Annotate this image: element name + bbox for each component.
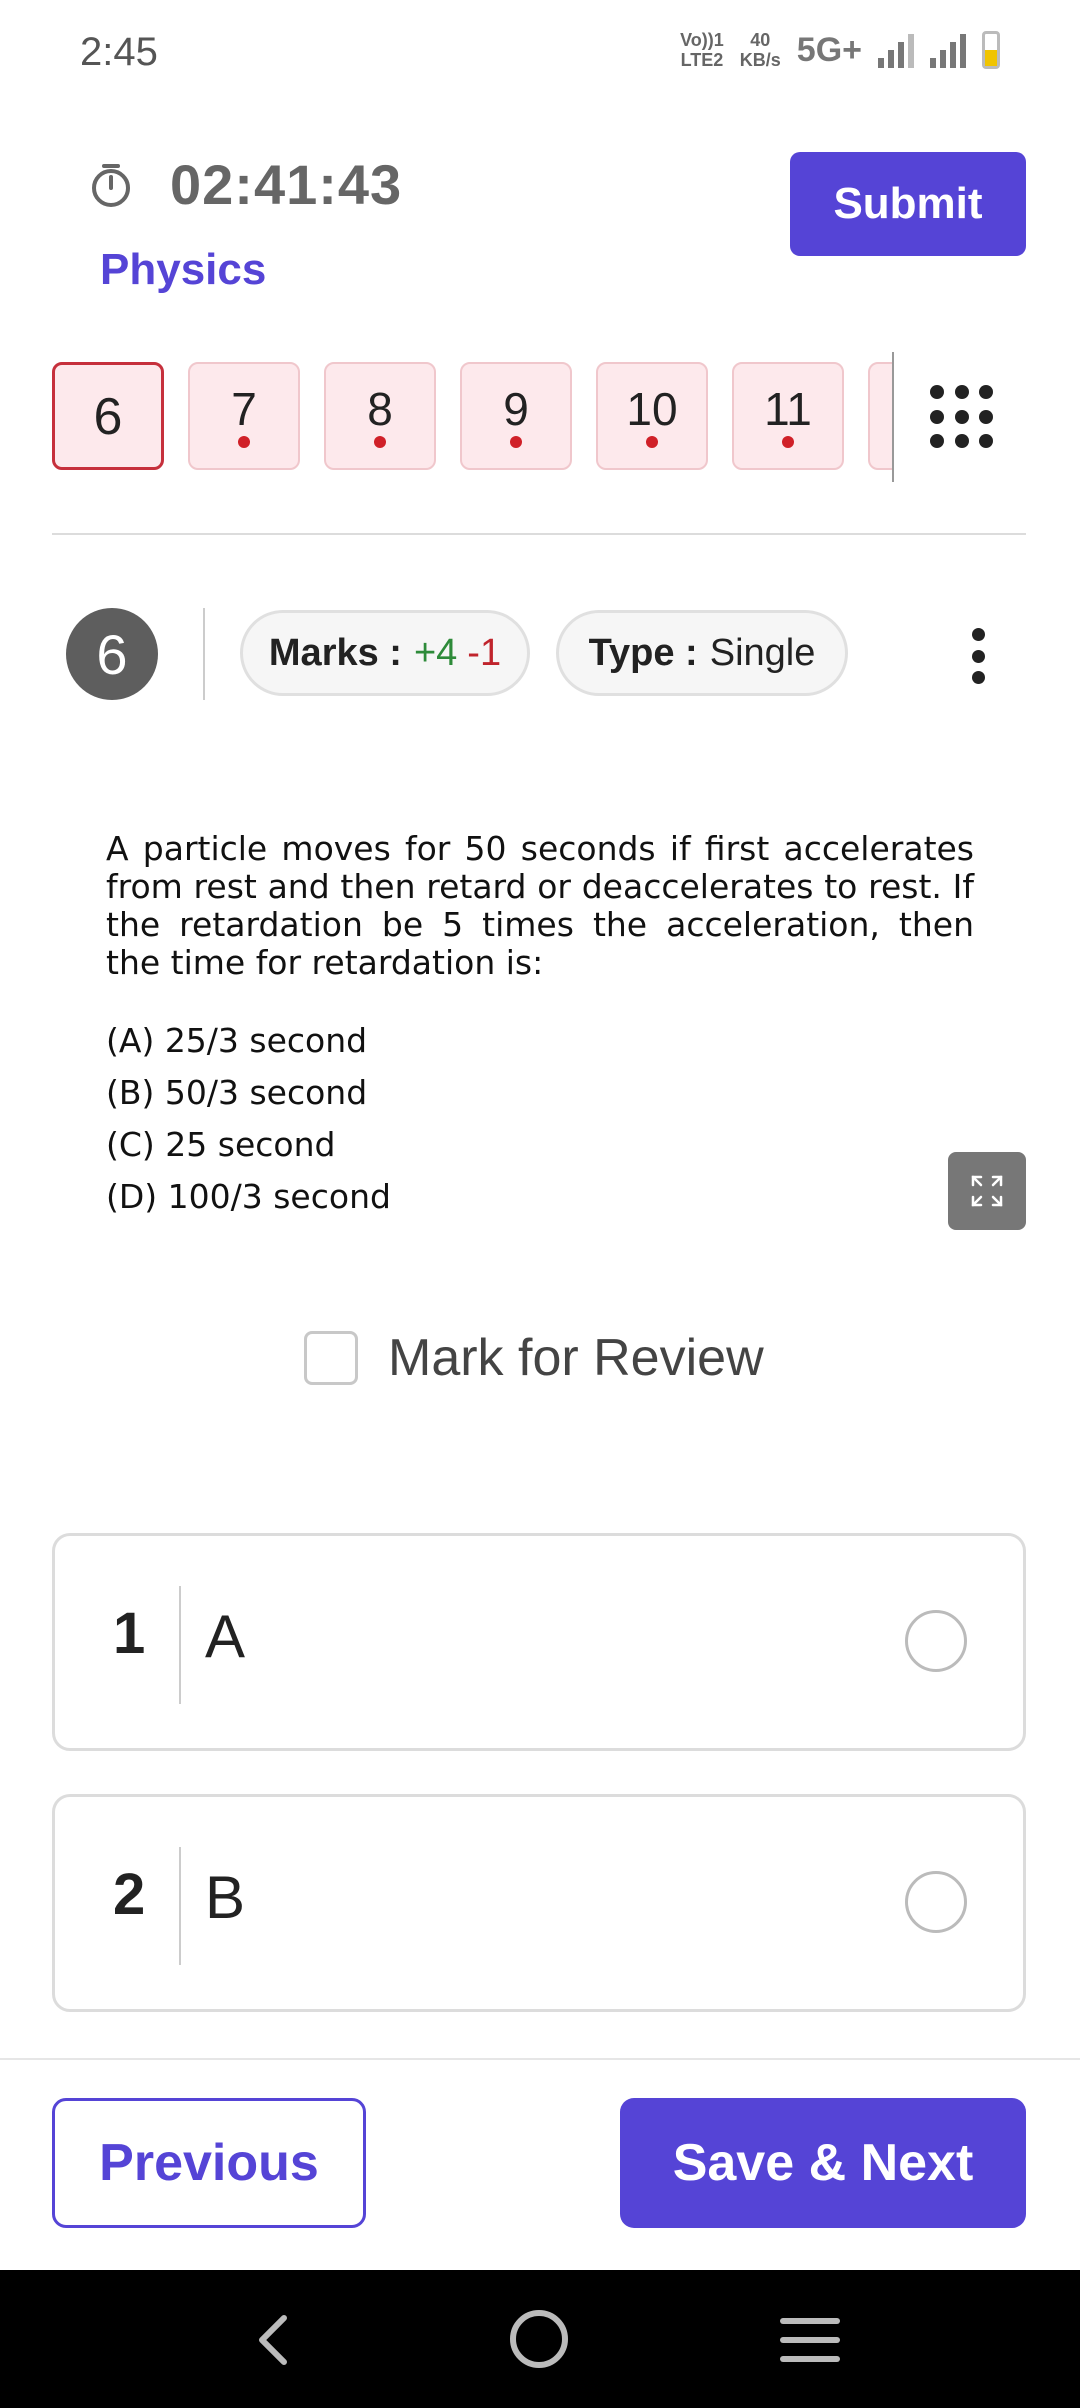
marks-positive: +4 — [413, 631, 458, 674]
status-bar — [0, 0, 1080, 110]
status-dot — [510, 436, 522, 448]
palette-item-11[interactable] — [732, 362, 844, 470]
system-nav-bar — [0, 2270, 1080, 2408]
answer-option-2[interactable] — [52, 1794, 1026, 2012]
volte-label: Vo))1 — [680, 30, 724, 50]
answer-index: 1 — [113, 1601, 146, 1666]
status-icons — [680, 30, 1000, 70]
network-speed — [740, 30, 781, 70]
submit-button[interactable]: Submit — [790, 152, 1026, 256]
choice-c: (C) 25 second — [106, 1125, 336, 1164]
question-text: A particle moves for 50 seconds if first accelerates from rest and then retard or deaccelerates to rest. If the retardation be 5 times the acceleration, then the time for retardation is: — [106, 829, 974, 982]
countdown-timer: 02:41:43 — [170, 153, 403, 216]
status-time: 2:45 — [80, 30, 158, 74]
signal-icon-2 — [930, 32, 966, 68]
palette-number: 8 — [367, 383, 393, 435]
stopwatch-icon — [88, 162, 134, 208]
answer-label: B — [205, 1864, 246, 1931]
palette-item-10[interactable] — [596, 362, 708, 470]
type-label: Type : — [588, 631, 698, 674]
status-dot — [374, 436, 386, 448]
answer-divider — [179, 1847, 181, 1965]
answer-index: 2 — [113, 1862, 146, 1927]
palette-number: 7 — [231, 383, 257, 435]
back-icon[interactable] — [244, 2310, 304, 2370]
palette-item-7[interactable] — [188, 362, 300, 470]
review-checkbox[interactable] — [304, 1331, 358, 1385]
recents-icon[interactable] — [780, 2318, 840, 2362]
type-pill — [556, 610, 848, 696]
question-palette — [52, 362, 892, 474]
choice-d: (D) 100/3 second — [106, 1177, 391, 1216]
volte-indicator — [680, 30, 724, 70]
palette-number: 6 — [93, 388, 123, 446]
answer-option-1[interactable] — [52, 1533, 1026, 1751]
home-icon[interactable] — [510, 2310, 568, 2368]
battery-icon — [982, 31, 1000, 69]
lte-label: LTE2 — [680, 50, 724, 70]
choice-a: (A) 25/3 second — [106, 1021, 368, 1060]
choice-b: (B) 50/3 second — [106, 1073, 368, 1112]
question-choices — [106, 1015, 391, 1223]
expand-icon[interactable] — [948, 1152, 1026, 1230]
palette-item-6[interactable] — [52, 362, 164, 470]
meta-divider — [203, 608, 205, 700]
question-grid-icon[interactable] — [930, 385, 996, 451]
answer-radio[interactable] — [905, 1610, 967, 1672]
speed-unit: KB/s — [739, 50, 781, 70]
subject-label[interactable]: Physics — [100, 245, 267, 294]
section-divider — [52, 533, 1026, 535]
marks-pill — [240, 610, 530, 696]
palette-item-9[interactable] — [460, 362, 572, 470]
previous-button[interactable]: Previous — [52, 2098, 366, 2228]
answer-radio[interactable] — [905, 1871, 967, 1933]
marks-label: Marks : — [268, 631, 402, 674]
question-number-badge: 6 — [66, 608, 158, 700]
fullscreen-icon — [967, 1171, 1007, 1211]
type-value: Single — [709, 631, 816, 674]
palette-item-partial[interactable] — [868, 362, 892, 470]
palette-divider — [892, 352, 894, 482]
signal-icon — [878, 32, 914, 68]
status-dot — [782, 436, 794, 448]
status-dot — [646, 436, 658, 448]
palette-number: 10 — [626, 383, 678, 435]
more-options-icon[interactable] — [972, 628, 986, 684]
answer-label: A — [205, 1603, 246, 1670]
speed-value: 40 — [750, 30, 771, 50]
answer-divider — [179, 1586, 181, 1704]
status-dot — [238, 436, 250, 448]
save-next-button[interactable]: Save & Next — [620, 2098, 1026, 2228]
palette-item-8[interactable] — [324, 362, 436, 470]
review-label: Mark for Review — [388, 1329, 764, 1387]
marks-negative: -1 — [467, 631, 502, 674]
palette-number: 11 — [764, 383, 812, 435]
palette-number: 9 — [503, 383, 529, 435]
network-type: 5G+ — [796, 30, 862, 69]
mark-for-review[interactable] — [304, 1328, 764, 1388]
bottom-action-bar — [0, 2058, 1080, 2272]
